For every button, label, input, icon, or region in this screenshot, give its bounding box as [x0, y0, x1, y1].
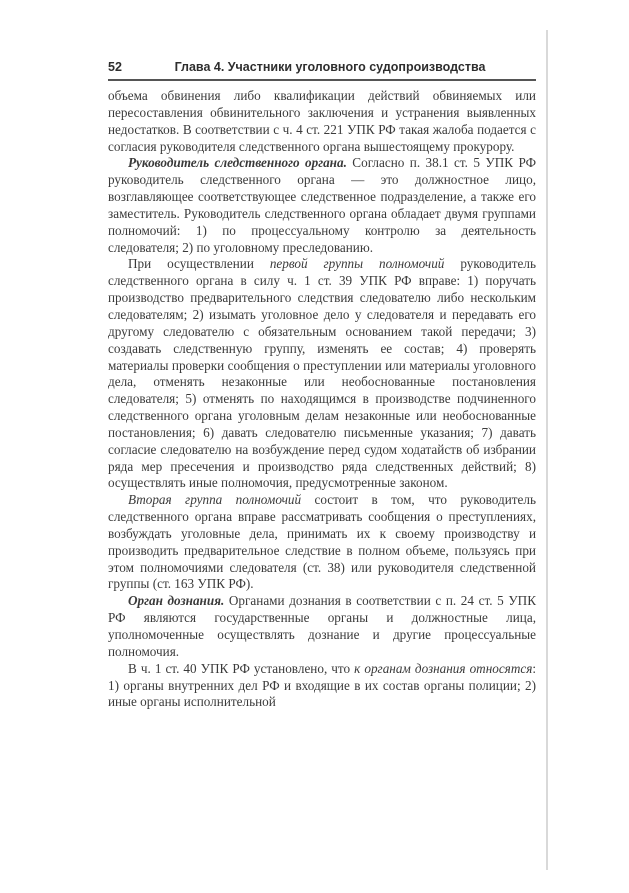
paragraph-text: : 1) органы внутренних дел РФ и входящие в их состав органы полиции; 2) иные органы исполнительной [108, 660, 536, 710]
paragraph [108, 155, 536, 256]
paragraph-lead: В ч. 1 ст. 40 УПК РФ установлено, что [128, 660, 355, 676]
paragraph-text: состоит в том, что руководитель следственного органа вправе рассматривать сообщения о преступлениях, возбуждать уголовные дела, принимать их к своему производству и производить предварительное следствие в полном объеме, пользуясь при этом полномочиями следователя (ст. 38) или руководителя следственной группы (ст. 163 УПК РФ). [108, 492, 537, 592]
running-header [108, 55, 536, 81]
paragraph [108, 593, 536, 660]
paragraph-text: Согласно п. 38.1 ст. 5 УПК РФ руководитель следственного органа — это должностное лицо, возглавляющее соответствующее следственное подразделение, а также его заместитель. Руководитель следственного органа обладает двумя группами полномочий: 1) по процессуальному контролю за деятельность следователя; 2) по уголовному преследованию. [108, 155, 537, 255]
italic-phrase: Вторая группа полномочий [128, 492, 302, 508]
page-edge [546, 30, 548, 870]
paragraph [108, 661, 536, 712]
section-term: Орган дознания. [128, 593, 225, 609]
page-body [108, 88, 536, 711]
paragraph-text: объема обвинения либо квалификации действий обвиняемых или пересоставления обвинительного заключения и устранения выявленных недостатков. В соответствии с ч. 4 ст. 221 УПК РФ такая жалоба подается с согласия руководителя следственного органа вышестоящему прокурору. [108, 88, 536, 154]
paragraph-text: руководитель следственного органа в силу ч. 1 ст. 39 УПК РФ вправе: 1) поручать производство предварительного следствия следователю либо нескольким следователям; 2) изымать уголовное дело у следователя и передавать его другому следователю с обязательным основанием такой передачи; 3) создавать следственную группу, изменять ее состав; 4) проверять материалы проверки сообщения о преступлении или материалы уголовного дела, отменять незаконные или необоснованные постановления следователя; 5) отменять по находящимся в производстве подчиненного следственного органа уголовным делам незаконные или необоснованные постановления; 6) давать следователю письменные указания; 7) давать согласие следователю на возбуждение перед судом ходатайств об избрании ряда мер пресечения и производство ряда следственных действий; 8) осуществлять иные полномочия, предусмотренные законом. [108, 256, 536, 491]
italic-phrase: к органам дознания относятся [354, 660, 533, 676]
paragraph [108, 492, 536, 593]
paragraph-text: Органами дознания в соответствии с п. 24 ст. 5 УПК РФ являются государственные органы и должностные лица, уполномоченные осуществлять дознание и другие процессуальные полномочия. [108, 593, 536, 659]
paragraph-lead: При осуществлении [128, 256, 270, 272]
italic-phrase: первой группы полномочий [269, 256, 445, 272]
paragraph [108, 88, 536, 155]
paragraph [108, 256, 536, 492]
chapter-title: Глава 4. Участники уголовного судопроизводства [174, 60, 486, 74]
page-number: 52 [108, 60, 122, 74]
section-term: Руководитель следственного органа. [128, 155, 347, 171]
